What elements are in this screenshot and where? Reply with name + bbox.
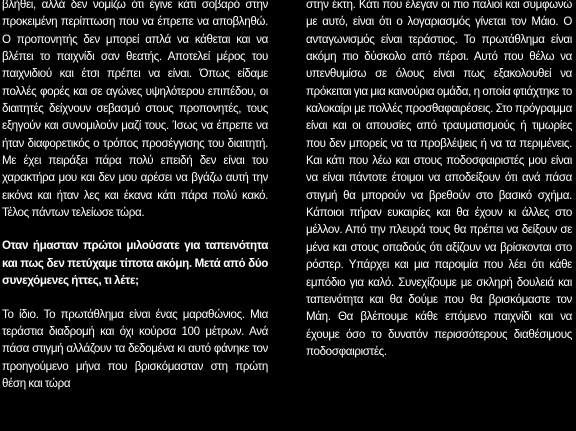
article-left-column [2,0,268,392]
article-right-column [306,0,572,360]
interview-question: Οταν ήμασταν πρώτοι μιλούσατε για ταπεινότητα και πως δεν πετύχαμε τίποτα ακόμη. Μετά από δύο συνεχόμενες ήττες, τι λέτε; [2,239,268,288]
answer-paragraph-start: Το ίδιο. Το πρωτάθλημα είναι ένας μαραθώνιος. Μια τεράστια διαδρομή και όχι κούρσα 100 μέτρων. Ανά πάσα στιγμή αλλάζουν τα δεδομένα κι αυτό φάνηκε τον προηγούμενο μήνα που βρισκόμασταν στη πρώτη θέση και τώρα [2,307,268,390]
answer-paragraph-continued: στην έκτη. Κάτι που έλεγαν οι πιο παλιοί και συμφωνώ με αυτό, είναι ότι ο λογαριασμός γίνεται τον Μάιο. Ο ανταγωνισμός είναι τεράστιος. Το πρωτάθλημα είναι ακόμη πιο δύσκολο από πέρσι. Αυτό που θέλω να υπενθυμίσω σε όλους είναι πως εξακολουθεί να πρόκειται για μια καινούρια ομάδα, η οποία φτιάχτηκε το καλοκαίρι με πολλές προσθαφαιρέσεις. Στο πρόγραμμα είναι και οι απουσίες από τραυματισμούς ή τιμωρίες που δεν μπορείς να τα προβλέψεις ή να τα περιμένεις. Και κάτι που λέω και στους ποδοσφαιριστές μου είναι να είναι πάντοτε έτοιμοι να αποδείξουν ότι ανά πάσα στιγμή θα μπορούν να βρεθούν στο βασικό σχήμα. Κάποιοι πήραν ευκαιρίες και θα έχουν κι άλλες στο μέλλον. Από την πλευρά τους θα πρέπει να δείξουν σε μένα και στους οπαδούς ότι αξίζουν να βρίσκονται στο ρόστερ. Υπάρχει και μια παροιμία που λέει ότι κάθε εμπόδιο για καλό. Συνεχίζουμε με σκληρή δουλειά και ταπεινότητα και θα δούμε που θα βρισκόμαστε τον Μάη. Θα βλέπουμε κάθε επόμενο παιχνίδι και να έχουμε όσο το δυνατόν περισσότερους διαθέσιμους ποδοσφαιριστές. [306,0,572,358]
answer-paragraph-previous: βλήθει, αλλά δεν νομίζω ότι έγινε κάτι σοβαρό στην προκειμένη περίπτωση που να έπρεπε να αποβληθώ. Ο προπονητής δεν μπορεί απλά να κάθεται και να βλέπει το παιχνίδι σαν θεατής. Αποτελεί μέρος του παιχνιδιού και έτσι πρέπει να είναι. Όπως είδαμε πολλές φορές και σε αγώνες υψηλότερου επιπέδου, οι διαιτητές δείχνουν σεβασμό στους προπονητές, τους εξηγούν και συνομιλούν μαζί τους. Ίσως να έπρεπε να ήταν διαφορετικός ο τρόπος προσέγγισης του διαιτητή. Με έχει πειράξει πάρα πολύ επειδή δεν είναι του χαρακτήρα μου και δεν μου αρέσει να βγάζω αυτή την εικόνα και ήταν λες και έκανα κάτι πάρα πολύ κακό. Τέλος πάντων τελείωσε τώρα. [2,0,268,220]
